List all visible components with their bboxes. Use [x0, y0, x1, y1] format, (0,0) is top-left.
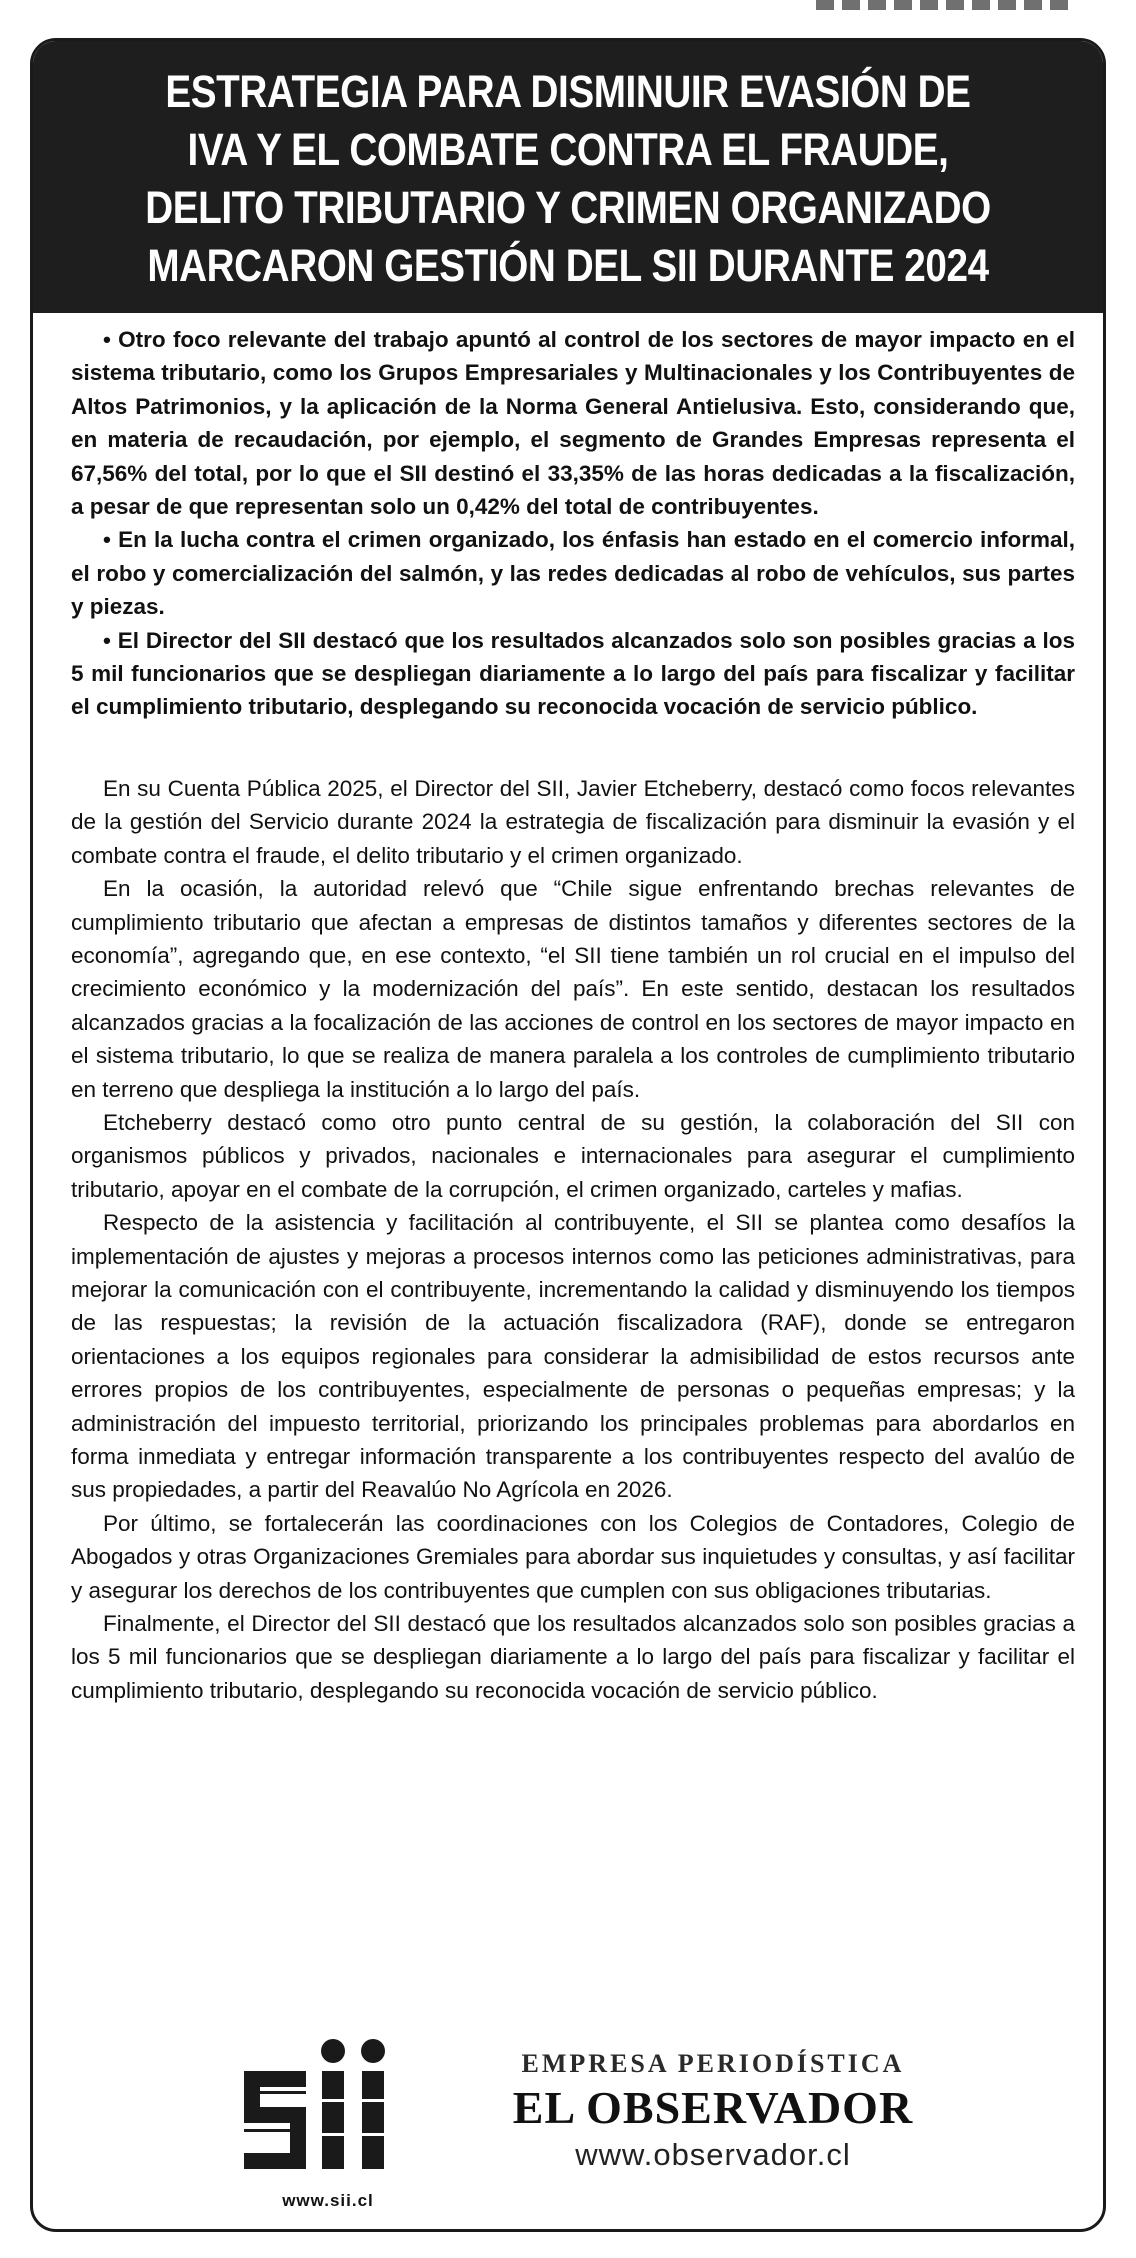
highlight-bullets — [71, 323, 1075, 724]
sii-url: www.sii.cl — [282, 2191, 374, 2210]
paragraph: Por último, se fortalecerán las coordinaciones con los Colegios de Contadores, Colegio de Abogados y otras Organizaciones Gremiales para abordar sus inquietudes y consultas, y así facilitar y asegurar los derechos de los contribuyentes que cumplen con sus obligaciones tributarias. — [71, 1510, 1075, 1603]
headline-banner — [33, 41, 1103, 313]
article-box — [30, 38, 1106, 2232]
paragraph: En su Cuenta Pública 2025, el Director del SII, Javier Etcheberry, destacó como focos relevantes de la gestión del Servicio durante 2024 la estrategia de fiscalización para disminuir la evasión y el combate contra el fraude, el delito tributario y el crimen organizado. — [71, 775, 1075, 868]
bullet-item — [71, 523, 1075, 623]
headline-line-4: MARCARON GESTIÓN DEL SII DURANTE 2024 — [147, 240, 989, 291]
publisher-block — [473, 2049, 953, 2173]
article-body — [33, 313, 1103, 1707]
paragraph: Finalmente, el Director del SII destacó que los resultados alcanzados solo son posibles gracias a los 5 mil funcionarios que se despliegan diariamente a lo largo del país para fiscalizar y facilitar el cumplimiento tributario, desplegando su reconocida vocación de servicio público. — [71, 1611, 1075, 1703]
bullet-text: En la lucha contra el crimen organizado, los énfasis han estado en el comercio informal, el robo y comercialización del salmón, y las redes dedicadas al robo de vehículos, sus partes y piezas. — [71, 527, 1075, 620]
bullet-text: El Director del SII destacó que los resultados alcanzados solo son posibles gracias a los 5 mil funcionarios que se despliegan diariamente a lo largo del país para fiscalizar y facilitar el cumplimiento tributario, desplegando su reconocida vocación de servicio público. — [71, 627, 1075, 720]
paragraph: Respecto de la asistencia y facilitación al contribuyente, el SII se plantea como desafíos la implementación de ajustes y mejoras a procesos internos como las peticiones administrativas, para mejorar la comunicación con el contribuyente, incrementando la calidad y disminuyendo los tiempos de las respuestas; la revisión de la actuación fiscalizadora (RAF), donde se entregaron orientaciones a los equipos regionales para considerar la admisibilidad de estos recursos ante errores propios de los contribuyentes, especialmente de personas o pequeñas empresas; y la administración del impuesto territorial, priorizando los principales problemas para abordarlos en forma inmediata y entregar información transparente a los contribuyentes respecto del avalúo de sus propiedades, a partir del Reavalúo No Agrícola en 2026. — [71, 1210, 1075, 1503]
publisher-name: EL OBSERVADOR — [512, 2082, 914, 2133]
bullet-icon: • — [103, 527, 111, 553]
headline-line-3: DELITO TRIBUTARIO Y CRIMEN ORGANIZADO — [145, 182, 991, 233]
publisher-kicker: EMPRESA PERIODÍSTICA — [521, 2049, 905, 2078]
bullet-item — [71, 323, 1075, 523]
bullet-text: Otro foco relevante del trabajo apuntó al control de los sectores de mayor impacto en el sistema tributario, como los Grupos Empresariales y Multinacionales y los Contribuyentes de Altos Patrimonios, y la aplicación de la Norma General Antielusiva. Esto, considerando que, en materia de recaudación, por ejemplo, el segmento de Grandes Empresas representa el 67,56% del total, por lo que el SII destinó el 33,35% de las horas dedicadas a la fiscalización, a pesar de que representan solo un 0,42% del total de contribuyentes. — [71, 327, 1075, 520]
headline-line-2: IVA Y EL COMBATE CONTRA EL FRAUDE, — [187, 124, 949, 175]
headline-line-1: ESTRATEGIA PARA DISMINUIR EVASIÓN DE — [165, 66, 971, 117]
paragraph: En la ocasión, la autoridad relevó que “Chile sigue enfrentando brechas relevantes de cumplimiento tributario que afectan a empresas de distintos tamaños y diferentes sectores de la economía”, agregando que, en ese contexto, “el SII tiene también un rol crucial en el impulso del crecimiento económico y la modernización del país”. En este sentido, destacan los resultados alcanzados gracias a la focalización de las acciones de control en los sectores de mayor impacto en el sistema tributario, lo que se realiza de manera paralela a los controles de cumplimiento tributario en terreno que despliega la institución a lo largo del país. — [71, 876, 1075, 1102]
top-edge-fragment — [816, 0, 1076, 10]
bullet-icon: • — [103, 327, 111, 352]
paragraph: Etcheberry destacó como otro punto central de su gestión, la colaboración del SII con organismos públicos y privados, nacionales e internacionales para asegurar el cumplimiento tributario, apoyar en el combate de la corrupción, el crimen organizado, carteles y mafias. — [71, 1109, 1075, 1202]
publisher-url: www.observador.cl — [575, 2137, 851, 2172]
bullet-icon: • — [103, 627, 111, 653]
bullet-item — [71, 624, 1075, 724]
body-paragraphs — [71, 772, 1075, 1707]
footer — [33, 2019, 1103, 2229]
sii-logo-text: Sii — [238, 2029, 240, 2030]
